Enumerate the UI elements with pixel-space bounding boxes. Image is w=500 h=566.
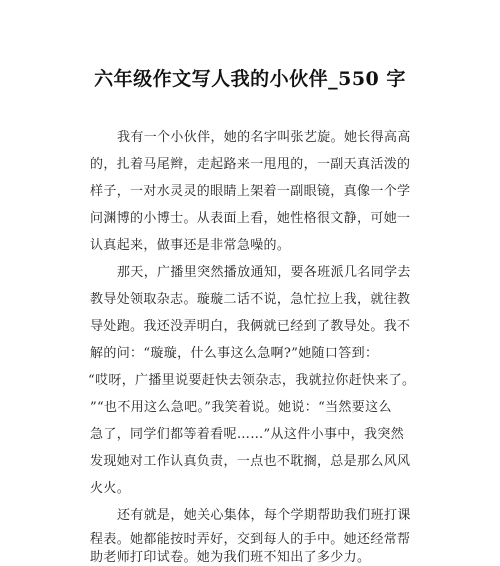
paragraph-line: 还有就是，她关心集体，每个学期帮助我们班打课 bbox=[117, 508, 411, 523]
paragraph-line: 我有一个小伙伴，她的名字叫张艺旋。她长得高高 bbox=[117, 130, 411, 145]
paragraph-line: 问渊博的小博士。从表面上看，她性格很文静，可她一 bbox=[90, 211, 411, 226]
paragraph-line: 助老师打印试卷。她为我们班不知出了多少力。 bbox=[90, 550, 371, 565]
paragraph-line: 样子，一对水灵灵的眼睛上架着一副眼镜，真像一个学 bbox=[90, 184, 411, 199]
paragraph-line: 程表。她都能按时弄好，交到每人的手中。她还经常帮 bbox=[90, 532, 411, 547]
paragraph-line: 认真起来，做事还是非常急噪的。 bbox=[90, 238, 291, 253]
paragraph-line: ”“也不用这么急吧。”我笑着说。她说：“当然要这么 bbox=[90, 400, 392, 415]
paragraph-line: 火火。 bbox=[90, 481, 131, 496]
paragraph-line: 的，扎着马尾辫，走起路来一甩甩的，一副天真活泼的 bbox=[90, 157, 411, 172]
paragraph-line: 急了，同学们都等着看呢……”从这件小事中，我突然 bbox=[90, 427, 405, 442]
paragraph-line: 发现她对工作认真负责，一点也不耽搁，总是那么风风 bbox=[90, 454, 411, 469]
paragraph-line: 解的问：“璇璇，什么事这么急啊?”她随口答到： bbox=[90, 346, 379, 361]
document-title: 六年级作文写人我的小伙伴_550 字 bbox=[94, 68, 406, 90]
paragraph-line: 教导处领取杂志。璇璇二话不说，急忙拉上我，就往教 bbox=[90, 292, 411, 307]
paragraph-line: 导处跑。我还没弄明白，我俩就已经到了教导处。我不 bbox=[90, 319, 411, 334]
paragraph-line: 那天，广播里突然播放通知，要各班派几名同学去 bbox=[117, 265, 411, 280]
paragraph-line: “哎呀，广播里说要赶快去领杂志，我就拉你赶快来了。 bbox=[88, 373, 416, 388]
